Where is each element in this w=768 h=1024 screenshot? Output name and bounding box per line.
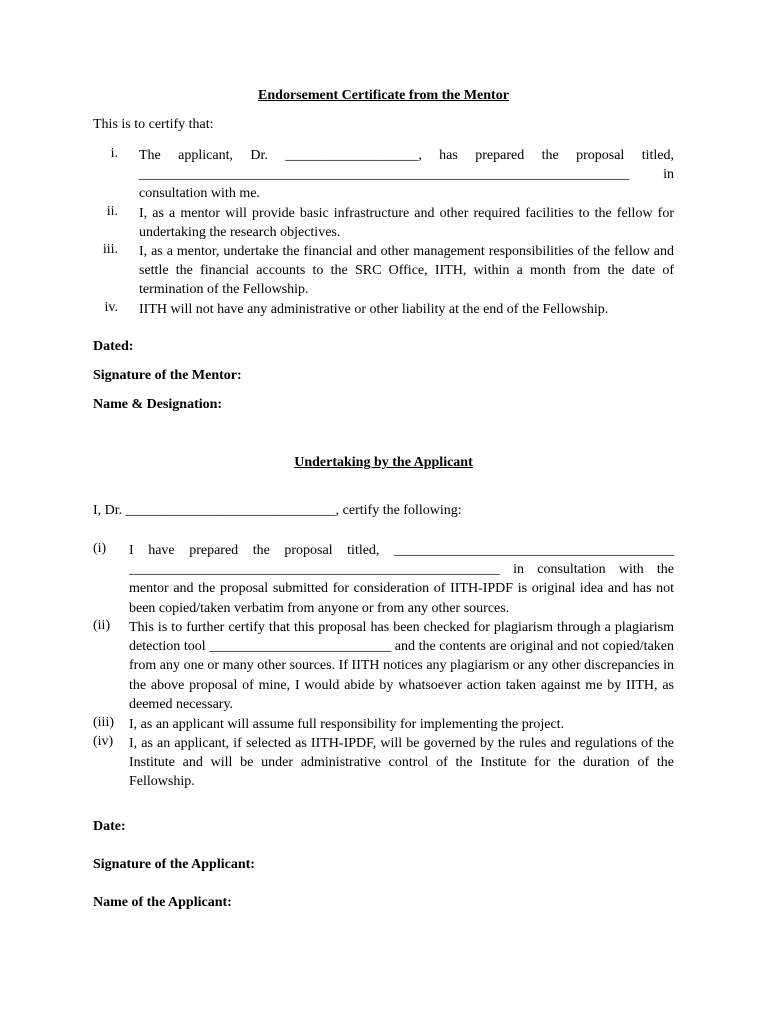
applicant-date-label: Date: [93, 819, 126, 834]
mentor-item-1-text: The applicant, Dr. ___________________, has prepared the proposal titled, ______________________________________________________________________ in consultation with me. [139, 148, 674, 202]
mentor-signature-label: Signature of the Mentor: [93, 368, 242, 383]
applicant-item-2-text: This is to further certify that this proposal has been checked for plagiarism through a plagiarism detection tool __________________________ and the contents are original and not copied/taken from any one or many other sources. If IITH notices any plagiarism or any other discrepancies in the above proposal of mine, I would abide by whatsoever action taken against me by IITH, as deemed necessary. [129, 620, 674, 712]
mentor-dated-label: Dated: [93, 339, 134, 354]
mentor-name-designation-label: Name & Designation: [93, 397, 223, 412]
mentor-section-title: Endorsement Certificate from the Mentor [258, 88, 509, 103]
applicant-signature-label: Signature of the Applicant: [93, 857, 255, 872]
mentor-intro: This is to certify that: [93, 117, 214, 132]
applicant-item-2-number: (ii) [93, 618, 111, 633]
applicant-item-4-number: (iv) [93, 734, 114, 749]
applicant-intro: I, Dr. ______________________________, certify the following: [93, 503, 462, 518]
mentor-item-3-text: I, as a mentor, undertake the financial and other management responsibilities of the fellow and settle the financial accounts to the SRC Office, IITH, within a month from the date of termination of the Fellowship. [139, 244, 674, 298]
mentor-item-4-number: iv. [104, 300, 118, 315]
applicant-item-4-text: I, as an applicant, if selected as IITH-IPDF, will be governed by the rules and regulations of the Institute and will be under administrative control of the Institute for the duration of the Fellowship. [129, 736, 674, 790]
applicant-item-3-number: (iii) [93, 715, 114, 730]
applicant-section-title: Undertaking by the Applicant [294, 455, 473, 470]
applicant-item-3-text: I, as an applicant will assume full responsibility for implementing the project. [129, 717, 565, 732]
applicant-name-label: Name of the Applicant: [93, 895, 232, 910]
mentor-item-1-number: i. [110, 146, 118, 161]
applicant-item-1-number: (i) [93, 541, 107, 556]
mentor-item-2-text: I, as a mentor will provide basic infrastructure and other required facilities to the fellow for undertaking the research objectives. [139, 206, 674, 241]
mentor-item-2-number: ii. [106, 204, 118, 219]
mentor-item-4-text: IITH will not have any administrative or other liability at the end of the Fellowship. [139, 302, 609, 317]
applicant-item-1-text: I have prepared the proposal titled, ________________________________________ _____________________________________________________ in consultation with the mentor and the proposal submitted for consideration of IITH-IPDF is original idea and has not been copied/taken verbatim from anyone or from any other sources. [129, 543, 674, 616]
mentor-item-3-number: iii. [102, 242, 118, 257]
